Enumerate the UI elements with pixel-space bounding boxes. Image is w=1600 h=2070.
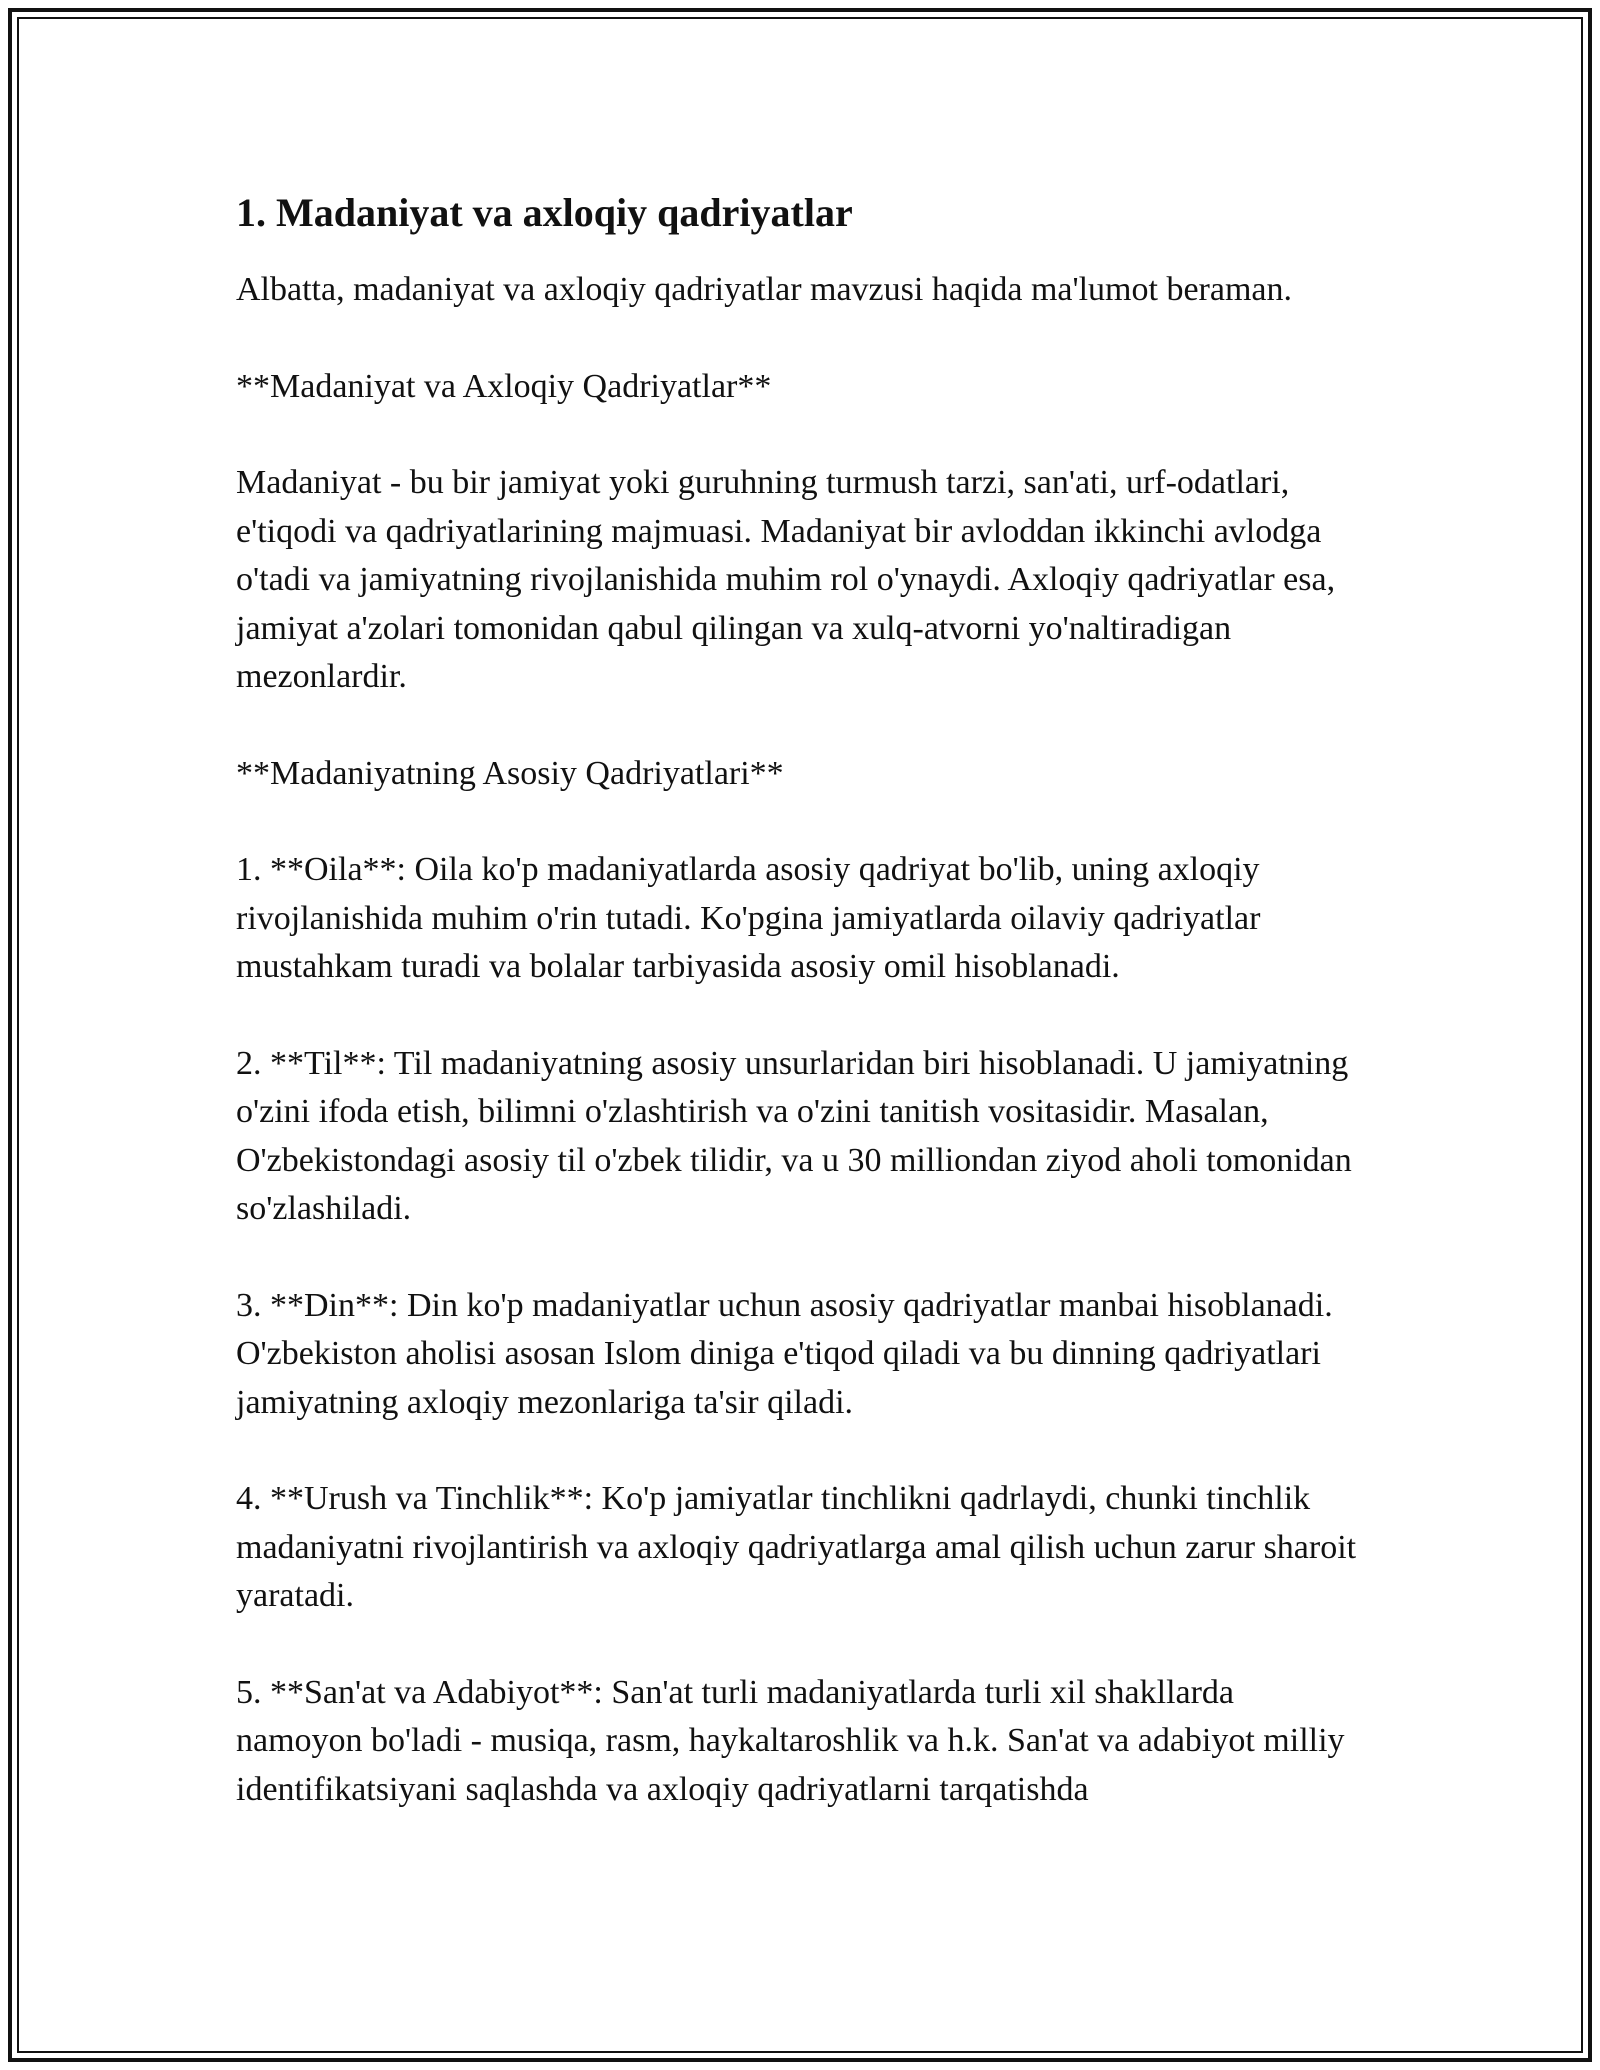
document-title: 1. Madaniyat va axloqiy qadriyatlar	[236, 190, 853, 235]
section-heading-madaniyat-va-axloqiy-qadriyatlar: **Madaniyat va Axloqiy Qadriyatlar**	[236, 367, 772, 405]
document-body	[236, 188, 1364, 1862]
intro-paragraph: Albatta, madaniyat va axloqiy qadriyatlar mavzusi haqida ma'lumot beraman.	[236, 271, 1292, 308]
list-item-til: 2. **Til**: Til madaniyatning asosiy unsurlaridan biri hisoblanadi. U jamiyatning o'zini ifoda etish, bilimni o'zlashtirish va o'zini tanitish vositasidir. Masalan, O'zbekistondagi asosiy til o'zbek tilidir, va u 30 milliondan ziyod aholi tomonidan so'zlashiladi.	[236, 1044, 1352, 1227]
list-item-urush-va-tinchlik: 4. **Urush va Tinchlik**: Ko'p jamiyatlar tinchlikni qadrlaydi, chunki tinchlik madaniyatni rivojlantirish va axloqiy qadriyatlarga amal qilish uchun zarur sharoit yaratadi.	[236, 1480, 1357, 1614]
list-item-sanat-va-adabiyot: 5. **San'at va Adabiyot**: San'at turli madaniyatlarda turli xil shakllarda namoyon bo'ladi - musiqa, rasm, haykaltaroshlik va h.k. San'at va adabiyot milliy identifikatsiyani saqlashda va axloqiy qadriyatlarni tarqatishda	[236, 1673, 1345, 1808]
section-heading-asosiy-qadriyatlari: **Madaniyatning Asosiy Qadriyatlari**	[236, 754, 784, 792]
list-item-oila: 1. **Oila**: Oila ko'p madaniyatlarda asosiy qadriyat bo'lib, uning axloqiy rivojlanishida muhim o'rin tutadi. Ko'pgina jamiyatlarda oilaviy qadriyatlar mustahkam turadi va bolalar tarbiyasida asosiy omil hisoblanadi.	[236, 851, 1261, 985]
definition-paragraph: Madaniyat - bu bir jamiyat yoki guruhning turmush tarzi, san'ati, urf-odatlari, e'tiqodi va qadriyatlarining majmuasi. Madaniyat bir avloddan ikkinchi avlodga o'tadi va jamiyatning rivojlanishida muhim rol o'ynaydi. Axloqiy qadriyatlar esa, jamiyat a'zolari tomonidan qabul qilingan va xulq-atvorni yo'naltiradigan mezonlardir.	[236, 464, 1336, 695]
list-item-din: 3. **Din**: Din ko'p madaniyatlar uchun asosiy qadriyatlar manbai hisoblanadi. O'zbekiston aholisi asosan Islom diniga e'tiqod qiladi va bu dinning qadriyatlari jamiyatning axloqiy mezonlariga ta'sir qiladi.	[236, 1286, 1333, 1421]
